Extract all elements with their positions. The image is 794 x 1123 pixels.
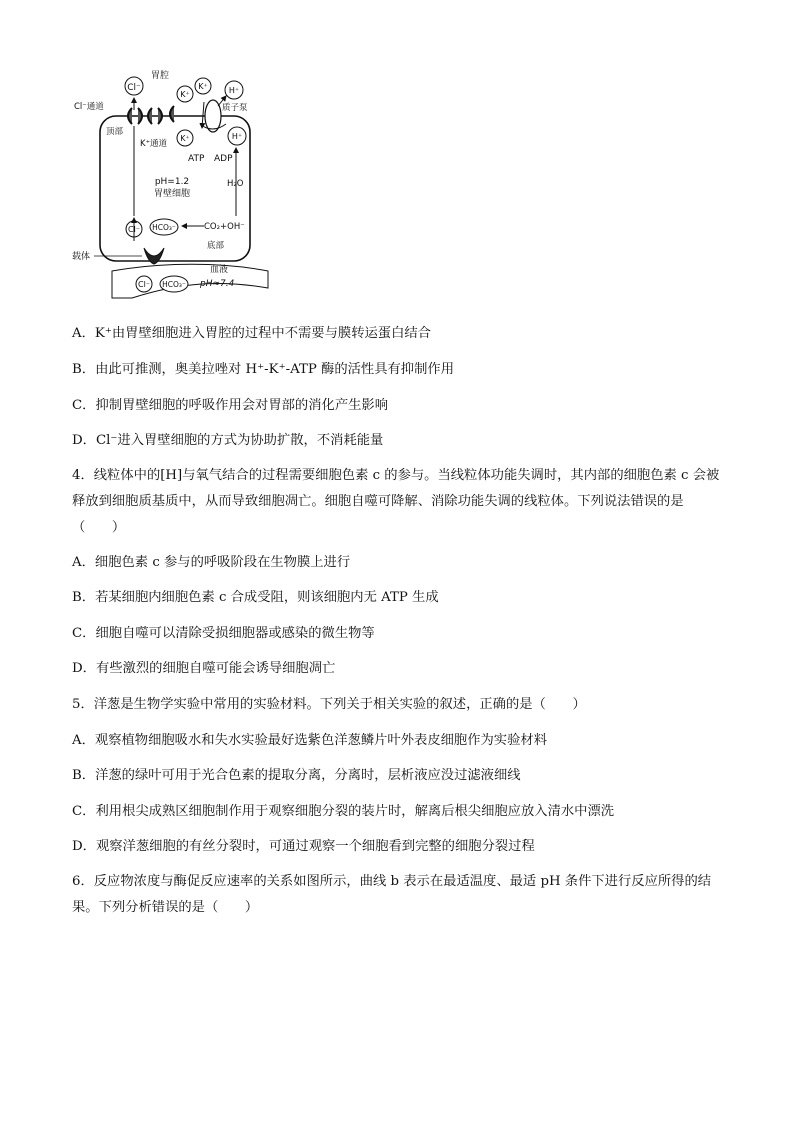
label-cell-name: 胃壁细胞 — [153, 189, 191, 199]
q4-option-c: C．细胞自噬可以清除受损细胞器或感染的微生物等 — [72, 626, 375, 641]
label-proton-pump: 质子泵 — [222, 103, 248, 113]
k-channel-shape — [148, 108, 152, 124]
cl-ion-blood: Cl⁻ — [137, 280, 151, 289]
label-apex: 顶部 — [106, 127, 124, 137]
q3-option-c: C．抑制胃壁细胞的呼吸作用会对胃部的消化产生影响 — [72, 398, 389, 413]
q4-option-a: A．细胞色素 c 参与的呼吸阶段在生物膜上进行 — [72, 555, 351, 570]
label-blood: 血液 — [210, 265, 229, 275]
label-co2-oh: CO₂+OH⁻ — [204, 222, 245, 232]
pump-arrow-in — [202, 102, 204, 128]
h-ion-inside: H⁺ — [231, 132, 243, 141]
h-ion-top: H⁺ — [228, 86, 240, 95]
blood-vessel — [112, 264, 268, 298]
label-carrier: 载体 — [72, 252, 91, 262]
q5-option-d: D．观察洋葱细胞的有丝分裂时，可通过观察一个细胞看到完整的细胞分裂过程 — [72, 839, 535, 854]
k-channel-2-shape — [170, 106, 174, 122]
k-ion-inside: K⁺ — [180, 134, 190, 143]
cl-channel-shape-right — [138, 108, 142, 124]
diagram-svg — [72, 66, 272, 302]
q3-option-a: A．K⁺由胃壁细胞进入胃腔的过程中不需要与膜转运蛋白结合 — [72, 326, 431, 341]
k-ion-1: K⁺ — [180, 90, 190, 99]
q5-option-b: B．洋葱的绿叶可用于光合色素的提取分离，分离时，层析液应没过滤液细线 — [72, 768, 521, 783]
q4-option-b: B．若某细胞内细胞色素 c 合成受阻，则该细胞内无 ATP 生成 — [72, 590, 439, 605]
q6-stem: 6．反应物浓度与酶促反应速率的关系如图所示，曲线 b 表示在最适温度、最适 pH 条件下进行反应所得的结果。下列分析错误的是（ ） — [72, 874, 712, 915]
q3-option-d: D．Cl⁻进入胃壁细胞的方式为协助扩散，不消耗能量 — [72, 433, 384, 448]
q3-option-b: B．由此可推测，奥美拉唑对 H⁺-K⁺-ATP 酶的活性具有抑制作用 — [72, 362, 454, 377]
q5-option-a: A．观察植物细胞吸水和失水实验最好选紫色洋葱鳞片叶外表皮细胞作为实验材料 — [72, 733, 547, 748]
cl-ion-base: Cl⁻ — [127, 225, 141, 234]
q5-option-c: C．利用根尖成熟区细胞制作用于观察细胞分裂的装片时，解离后根尖细胞应放入清水中漂洗 — [72, 804, 615, 819]
label-atp: ATP — [188, 154, 205, 164]
k-ion-2: K⁺ — [198, 82, 208, 91]
hco3-ion-base: HCO₃⁻ — [152, 223, 176, 232]
k-channel-shape-right — [158, 108, 162, 124]
label-base: 底部 — [207, 241, 225, 251]
label-stomach-cavity: 胃腔 — [150, 71, 170, 81]
label-cl-channel: Cl⁻通道 — [74, 102, 104, 112]
q4-option-d: D．有些激烈的细胞自噬可能会诱导细胞凋亡 — [72, 661, 336, 676]
label-ph-blood: pH≈7.4 — [200, 279, 235, 289]
parietal-cell-diagram — [72, 66, 272, 302]
label-ph-cell: pH=1.2 — [154, 177, 190, 187]
hco3-ion-blood: HCO₃⁻ — [162, 280, 186, 289]
cl-ion-apex: Cl⁻ — [127, 83, 141, 93]
label-adp: ADP — [214, 154, 233, 164]
label-k-channel: K⁺通道 — [140, 139, 168, 149]
q5-stem: 5．洋葱是生物学实验中常用的实验材料。下列关于相关实验的叙述，正确的是（ ） — [72, 697, 586, 712]
cl-channel-shape — [128, 108, 132, 124]
q4-stem: 4．线粒体中的[H]与氧气结合的过程需要细胞色素 c 的参与。当线粒体功能失调时，其内部的细胞色素 c 会被释放到细胞质基质中，从而导致细胞凋亡。细胞自噬可降解、消除功能失调的线粒体。下列说法错误的是（ ） — [72, 468, 720, 535]
label-water: H₂O — [227, 179, 244, 189]
